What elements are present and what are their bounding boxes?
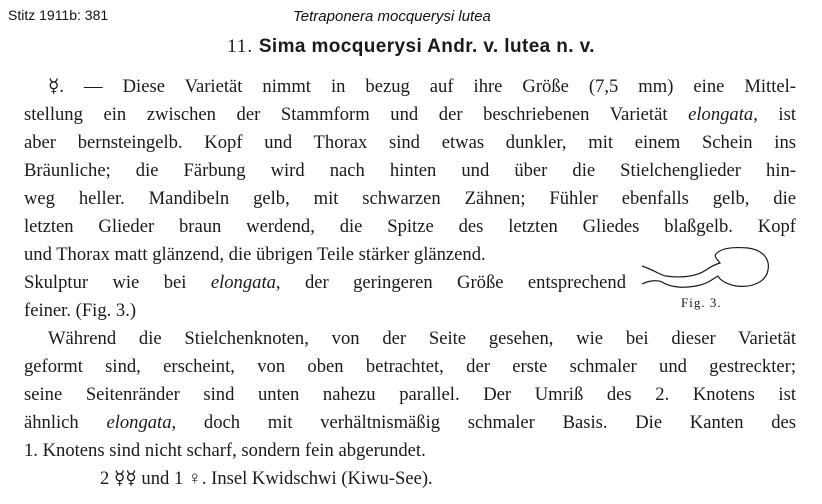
text-line: feiner. (Fig. 3.) (24, 300, 137, 321)
text-line: weg heller. Mandibeln gelb, mit schwarzen Zähnen; Fühler ebenfalls gelb, die (24, 188, 796, 209)
material-line: 2 ☿☿ und 1 ♀. Insel Kwidschwi (Kiwu-See). (100, 468, 433, 489)
text-line: Skulptur wie bei elongata, der geringeren Größe entsprechend (24, 272, 626, 293)
section-number: 11. (227, 36, 254, 57)
text-line: 1. Knotens sind nicht scharf, sondern fein abgerundet. (24, 440, 426, 461)
text-line: stellung ein zwischen der Stammform und der beschriebenen Varietät elongata, ist (24, 104, 796, 125)
section-title: Sima mocquerysi Andr. v. lutea n. v. (258, 36, 595, 57)
section-heading (0, 36, 822, 58)
petiole-node-outline (642, 248, 768, 288)
figure-caption: Fig. 3. (681, 295, 722, 310)
citation: Stitz 1911b: 381 (8, 7, 109, 23)
text-line: ähnlich elongata, doch mit verhältnismäßig schmaler Basis. Die Kanten des (24, 412, 796, 433)
taxon-name: Tetraponera mocquerysi lutea (293, 8, 491, 25)
text-line: letzten Glieder braun werdend, die Spitze des letzten Gliedes blaßgelb. Kopf (24, 216, 796, 237)
text-line: aber bernsteingelb. Kopf und Thorax sind etwas dunkler, mit einem Schein ins (24, 132, 796, 153)
text-line: geformt sind, erscheint, von oben betrachtet, der erste schmaler und gestreckter; (24, 356, 796, 377)
text-line: und Thorax matt glänzend, die übrigen Teile stärker glänzend. (24, 244, 486, 265)
figure-3-petiole-outline (640, 246, 772, 294)
text-line: Bräunliche; die Färbung wird nach hinten und über die Stielchenglieder hin- (24, 160, 796, 181)
text-line: Während die Stielchenknoten, von der Seite gesehen, wie bei dieser Varietät (48, 328, 796, 349)
text-line: seine Seitenränder sind unten nahezu parallel. Der Umriß des 2. Knotens ist (24, 384, 796, 405)
text-line: ☿. — Diese Varietät nimmt in bezug auf ihre Größe (7,5 mm) eine Mittel- (48, 76, 796, 97)
